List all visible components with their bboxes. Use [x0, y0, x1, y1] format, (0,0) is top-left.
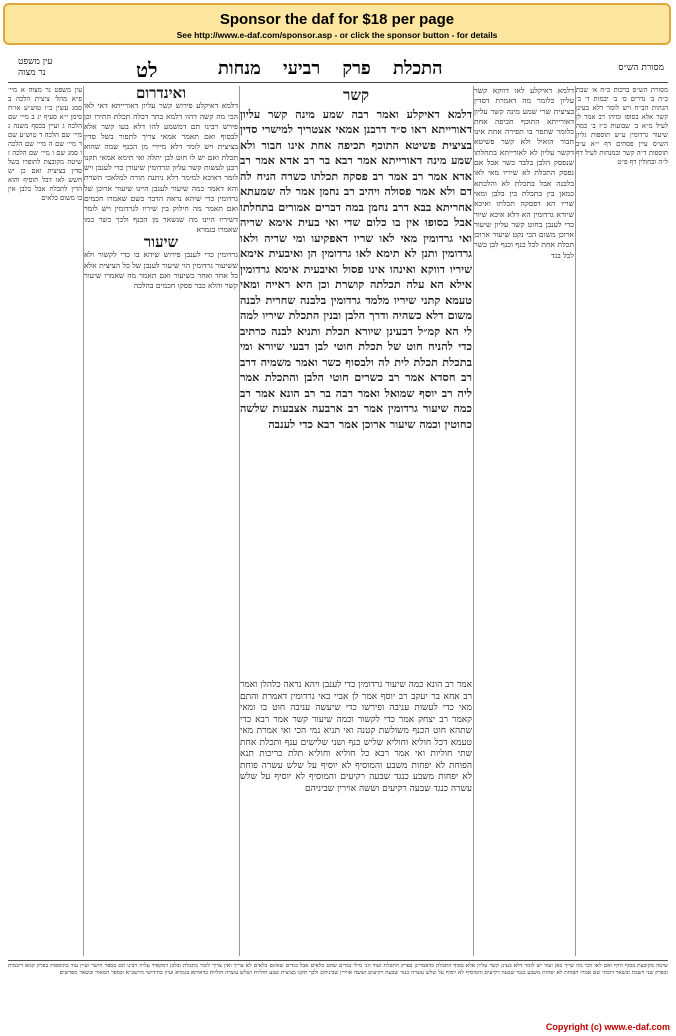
gemara-continuation-text: אמר רב הונא כמה שיעור גרדומין כדי לענבן ויהא נראה כלהלן ואמר רב אחא בר יעקב רב יוסף אמר לן אביי כאי גרדומין דאמרת והתם מאי כדי לעשות עניבה ופירשו כדי שיעשה עניבה חוט בו ומאי קאמר רב יצחק אמר כדי לקשור וכמה שיעור קשר אמר רבא כדי שתהא חוט הכנף משולשת קטנה ואי תניא נמי הכי ואי אמרת מאי טעמא דכל חוליא וחוליא שליש כנף ושני שלישים ענף ותכלת אחת שתי חוליות ואי אמר רבא כל חוליא וחוליא תלת כריכות תנא הפוחת לא יפחות משבע והמוסיף לא יוסיף על שלש עשרה פוחת לא יפחות משבע כנגד שבעה רקיעים והמוסיף לא יוסיף על שלש עשרה כנגד שבעה רקיעים וששה אוירין שביניהם: [240, 680, 472, 794]
sponsor-banner-subtitle[interactable]: See http://www.e-daf.com/sponsor.asp - or click the sponsor button - for details: [176, 30, 498, 40]
margin-notes-right-text: מסורת הש״ס ברכות כ״ח א׳ שבת כ״ה ב׳ נדרים ס׳ ב׳ יבמות ד׳ ב׳ הגהות הב״ח ויש לומר דלא בעינן קשר אלא בסופו ומיהו רב אמר לן לעיל מ״א ב׳ שבועות כ״ז ב׳ כמה שיעור גרדומין ע״ש תוספות גליון הש״ס עיין פסחים דף י״א ע״ב תוספות ד״ה קשר ובמנחות לעיל דף ל״ה ובחולין דף פ״ט: [576, 86, 668, 166]
header-left-note-2: נר מצוה: [18, 68, 46, 78]
gemara-continuation: [240, 680, 472, 956]
talmud-page: [8, 52, 668, 1017]
rashi-commentary: [474, 86, 574, 956]
tosafot-text-2: גרדומין כדי לענבן פירוש שיהא בו כדי לקשור ולא ששיעור גרדומין הוי שיעור לענבן של כל הציצית אלא כל אחד ואחד כשיעור ואם תאמר מה שאמרו שיעור קשר והלא כבר פסקו חכמים בהלכה: [84, 250, 238, 291]
sponsor-banner-title[interactable]: Sponsor the daf for $18 per page: [219, 11, 455, 28]
tosafot-commentary: [84, 86, 238, 956]
header-divider: [8, 82, 668, 83]
tosafot-keyword-2: שיעור: [143, 233, 179, 252]
bottom-notes-text: שיטה מקובצת בסוף הדף ואם לאו הכי מה שייך כאן ועוד יש לומר דלא בעינן קשר עליון אלא בסוף התכלת כדאמרינן בפרק התכלת ועוד הני מילי בגדים שהם כלאים אבל בגדים שאינם כלאים לא צריך ואין צריך לומר בתכלת ובלבן דמקפיד עליה רבינו תם בספר הישר ועיין עוד בתוספות בפרק קמא דיבמות ובפרק שני דשבת ובשאר דוכתי שם אמרו הפוחת לא יפחות משבע כנגד שבעה רקיעים והמוסיף לא יוסיף על שלש עשרה כנגד שבעה רקיעים וששה אוירין שביניהם ולכך תקנו בציצית שבע חוליות ושלש עשרה חוליות כדאיתא בגמרא ועיין בחידושי הרשב״א ובספר המאור ובשאר מפרשים: [8, 963, 668, 976]
margin-notes-left: [8, 86, 82, 956]
gemara-text: דלמא דאיקלע ואמר רבה שמע מינה קשר עליון דאורייתא ראו ס״ד דרבנן אמאי אצטריך למישרי סדין בציצית פשיטא התוכף תכיפה אחת אינו חבור ולא שמע מינה דאורייתא אמר רבא בר רב אדא אמר רב אדא אמר רב אמר רב פסקה תכלתו כשרה הניח לה דם ולא אמר פסולה ויהיב רב נחמן אמר לה שמעתא אחריתא בבא דרב נחמן במה דברים אמורים בתחלתו אבל בסופו אין בו כלום שדי ואי בעית אימא שריה ואי גרדומין מאי לאו שריו דאפקיעו ומי שריה ולאו גרדומין ותנן לא תימא לאו גרדומין הן ואיבעית אימא שיריו דווקא ואינהו אינו פסול ואיבעית אימא גרדומין אילא הא עלה תכלתה קושרת וכן היא ראייה ומאי טעמא קתני שיריו מלמד גרדומין בלבנה שחרית לבנה משום דלא כשהיה ודרך הלבן ובנין התכלת שיריו למה לי הא קמ״ל דבעינן שיורא תכלת ותניא לבנה כרתיב כדי להניח חוט של תכלת חוטי לבן דבעי שיורא ומי בתכלת תכלת לית לה ולבסוף כשר ואמר משמיה דרב רב חסדא אמר רב כשרים חוטי הלבן והתכלת אמר ליה רב יוסף שמואל ואמר רבה בר רב הונא אמר רב כמה שיעור גרדומין אמר רב ארבעה אצבעות שלשה כחוטין וכמה שיעור ארוכן אמר רבא כדי לענבה: [240, 106, 472, 431]
header-right-note: מסורת הש״ס: [618, 63, 664, 73]
header-left-note: עין משפט: [18, 57, 53, 67]
margin-notes-left-text: עין משפט נר מצוה א מיי׳ פ״א מהל׳ ציצית הלכה ב סמג עשין כ״ו טוש״ע או״ח סימן י״א סעיף יג ב מיי׳ שם הלכה ג ועיין בכסף משנה ג מיי׳ שם הלכה ד טוש״ע שם ד מיי׳ שם ה מיי׳ שם הלכה ו סמג שם ו מיי׳ שם הלכה ז שיטה מקובצת לתופרו בשל סדין בציצית ואם כן יש חשש לאו דבל תוסיף והוא הדין לתכלת אבל בלבן אין בו משום כלאים: [8, 86, 82, 202]
tosafot-text: דלמא דאיקלע פירוש קשר עליון דאורייתא דאי לאו הכי מה קשה דהוו דלמא בתר דכלה תכלת התירו וכן פירש רבינו תם דמשמע להו דלא בעו קשר אלא לבסוף ואם תאמר אמאי צריך לתפור בשל סדין בציצית ויש לומר דלא מיירי מן הכנף שמה שהוא תכלת ואם יש לו חוט לבן יתלה ואי תימא אמאי תקנו רבנן לעשות קשר עליון וגרדומין שיעורן כדי לענבן ויש לומר דאיכא למימר דלא ניתנה תורה למלאכי השרת והא דאמר כמה שיעור לענבן היינו שיעור ארוכן של גרדומין כדי שיהא נראה הדבר כשם שאמרו חכמים ואם תאמר מה חילוק בין שיריו לגרדומין ויש לומר דשיריו היינו מה שנשאר מן הכנף ולכך כשר כמו שאמרו בגמרא: [84, 101, 238, 234]
sponsor-banner[interactable]: [3, 3, 671, 45]
gemara-keyword: קשר: [342, 86, 369, 104]
rashi-text: דלמא דאיקלע לאו דווקא קשר עליון כלומר מה דאמרת דסדין בציצית שרי שמע מינה קשר עליון דאורייתא התוכף תכיפה אחת כלומר שתפר בו תפירה אחת אינו חבור הואיל ולא קשר פשיטא דקשר עליון לא לאורייתא בתחלתו שנפסק הלבן בלבד כשר אבל אם נפסק התכלת לא שיריו מאי לאו בלבנה אבל בתכלת לא והלכתא כמאן בין בתכלת בין בלבן ומאי שריו הא דפסקה תכלתו ואיכא שיורא גרדומין הא דלא איכא שיור כדי לענבן בחוט קשר עליון שיעור ארוכן משום הכי נקט שיעור ארוכן תכלת אחת לכל כנף וכנף לבן כשר לכל בגד: [474, 86, 574, 260]
folio-number: לט: [136, 58, 158, 82]
bottom-notes: [8, 960, 668, 1019]
gemara-main-text: [240, 86, 472, 676]
tosafot-keyword: ואינדרום: [135, 86, 187, 102]
copyright-link[interactable]: Copyright (c) www.e-daf.com: [545, 1022, 670, 1032]
chapter-title: התכלת פרק רביעי מנחות: [218, 58, 443, 79]
page-header: [8, 52, 668, 82]
margin-notes-right: [576, 86, 668, 956]
